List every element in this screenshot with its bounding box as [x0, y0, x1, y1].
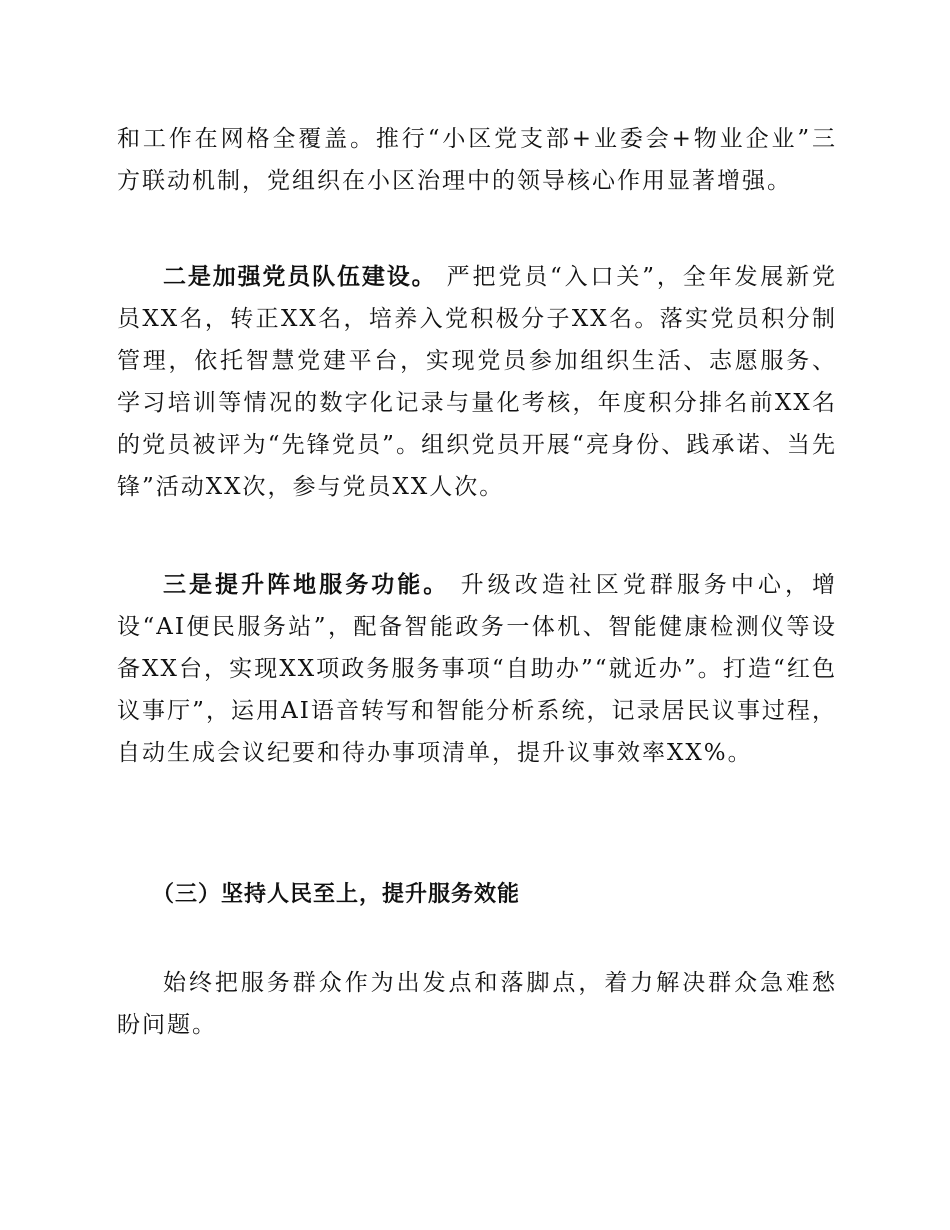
paragraph-continuation	[117, 118, 837, 202]
paragraph-service-function	[117, 564, 837, 774]
section-heading: （三）坚持人民至上，提升服务效能	[152, 882, 521, 907]
paragraph-text: 和工作在网格全覆盖。推行“小区党支部+业委会+物业企业”三方联动机制，党组织在小区治理中的领导核心作用显著增强。	[117, 126, 837, 194]
paragraph-text: 升级改造社区党群服务中心，增设“AI便民服务站”，配备智能政务一体机、智能健康检测仪等设备XX台，实现XX项政务服务事项“自助办”“就近办”。打造“红色议事厅”，运用AI语音转写和智能分析系统，记录居民议事过程，自动生成会议纪要和待办事项清单，提升议事效率XX%。	[117, 572, 838, 766]
paragraph-lead: 三是提升阵地服务功能。	[163, 572, 450, 598]
paragraph-lead: 二是加强党员队伍建设。	[163, 264, 437, 290]
paragraph-text: 始终把服务群众作为出发点和落脚点，着力解决群众急难愁盼问题。	[117, 970, 837, 1038]
paragraph-section-intro	[117, 962, 837, 1046]
paragraph-text: 严把党员“入口关”，全年发展新党员XX名，转正XX名，培养入党积极分子XX名。落实党员积分制管理，依托智慧党建平台，实现党员参加组织生活、志愿服务、学习培训等情况的数字化记录与量化考核，年度积分排名前XX名的党员被评为“先锋党员”。组织党员开展“亮身份、践承诺、当先锋”活动XX次，参与党员XX人次。	[117, 264, 838, 500]
paragraph-party-member-building	[117, 256, 837, 508]
